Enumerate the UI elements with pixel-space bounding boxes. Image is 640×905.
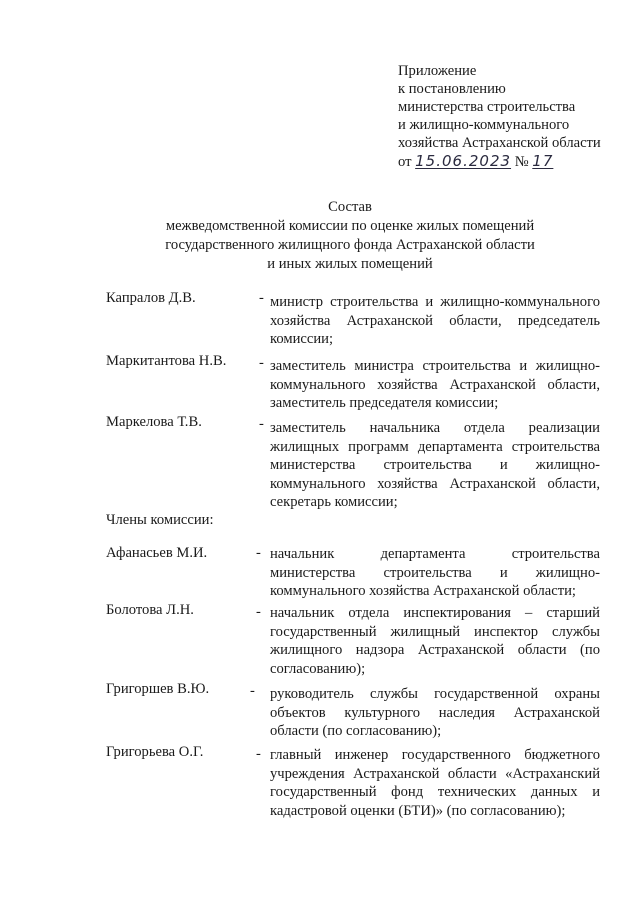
from-label: от — [398, 154, 412, 170]
member-name: Маркитантова Н.В. — [106, 353, 227, 369]
title-line-4: и иных жилых помещений — [267, 256, 433, 272]
member-role: главный инженер государственного бюджетного учреждения Астраханской области «Астраханский государственный фонд технических данных и кадастровой оценки (БТИ)» (по согласованию); — [270, 747, 600, 819]
member-name: Афанасьев М.И. — [106, 545, 208, 561]
member-role: начальник отдела инспектирования – старший государственный жилищный инспектор службы жилищного надзора Астраханской области (по согласованию); — [270, 605, 600, 677]
member-role: руководитель службы государственной охраны объектов культурного наследия Астраханской области (по согласованию); — [270, 686, 600, 740]
title-line-3: государственного жилищного фонда Астраханской области — [165, 237, 535, 253]
appendix-line: Приложение — [398, 63, 477, 79]
members-heading: Члены комиссии: — [106, 512, 214, 528]
member-name: Григоршев В.Ю. — [106, 681, 210, 697]
appendix-line: министерства строительства — [398, 99, 576, 115]
member-role: министр строительства и жилищно-коммунального хозяйства Астраханской области, председатель комиссии; — [270, 294, 600, 348]
member-name: Маркелова Т.В. — [106, 414, 202, 430]
appendix-line: к постановлению — [398, 81, 506, 97]
handwritten-number: 17 — [532, 152, 554, 170]
dash: - — [256, 746, 261, 762]
dash: - — [256, 604, 261, 620]
member-role: заместитель министра строительства и жилищно-коммунального хозяйства Астраханской области, заместитель председателя комиссии; — [270, 358, 600, 412]
member-name: Капралов Д.В. — [106, 290, 196, 306]
appendix-block — [398, 62, 634, 171]
title-line-2: межведомственной комиссии по оценке жилых помещений — [165, 218, 535, 234]
member-name: Болотова Л.Н. — [106, 602, 194, 618]
title-line-1: Состав — [328, 199, 372, 215]
member-name: Григорьева О.Г. — [106, 744, 204, 760]
dash: - — [250, 683, 255, 699]
handwritten-date: 15.06.2023 — [415, 152, 512, 170]
dash: - — [259, 290, 264, 306]
dash: - — [256, 545, 261, 561]
member-role: начальник департамента строительства министерства строительства и жилищно-коммунального хозяйства Астраханской области; — [270, 546, 600, 600]
member-role: заместитель начальника отдела реализации жилищных программ департамента строительства министерства строительства и жилищно-коммунального хозяйства Астраханской области, секретарь комиссии; — [270, 420, 600, 511]
date-number-line — [398, 152, 634, 171]
dash: - — [259, 355, 264, 371]
dash: - — [259, 416, 264, 432]
appendix-line: и жилищно-коммунального — [398, 117, 570, 133]
appendix-line: хозяйства Астраханской области — [398, 135, 601, 151]
number-label: № — [514, 154, 529, 170]
document-title — [120, 198, 580, 274]
